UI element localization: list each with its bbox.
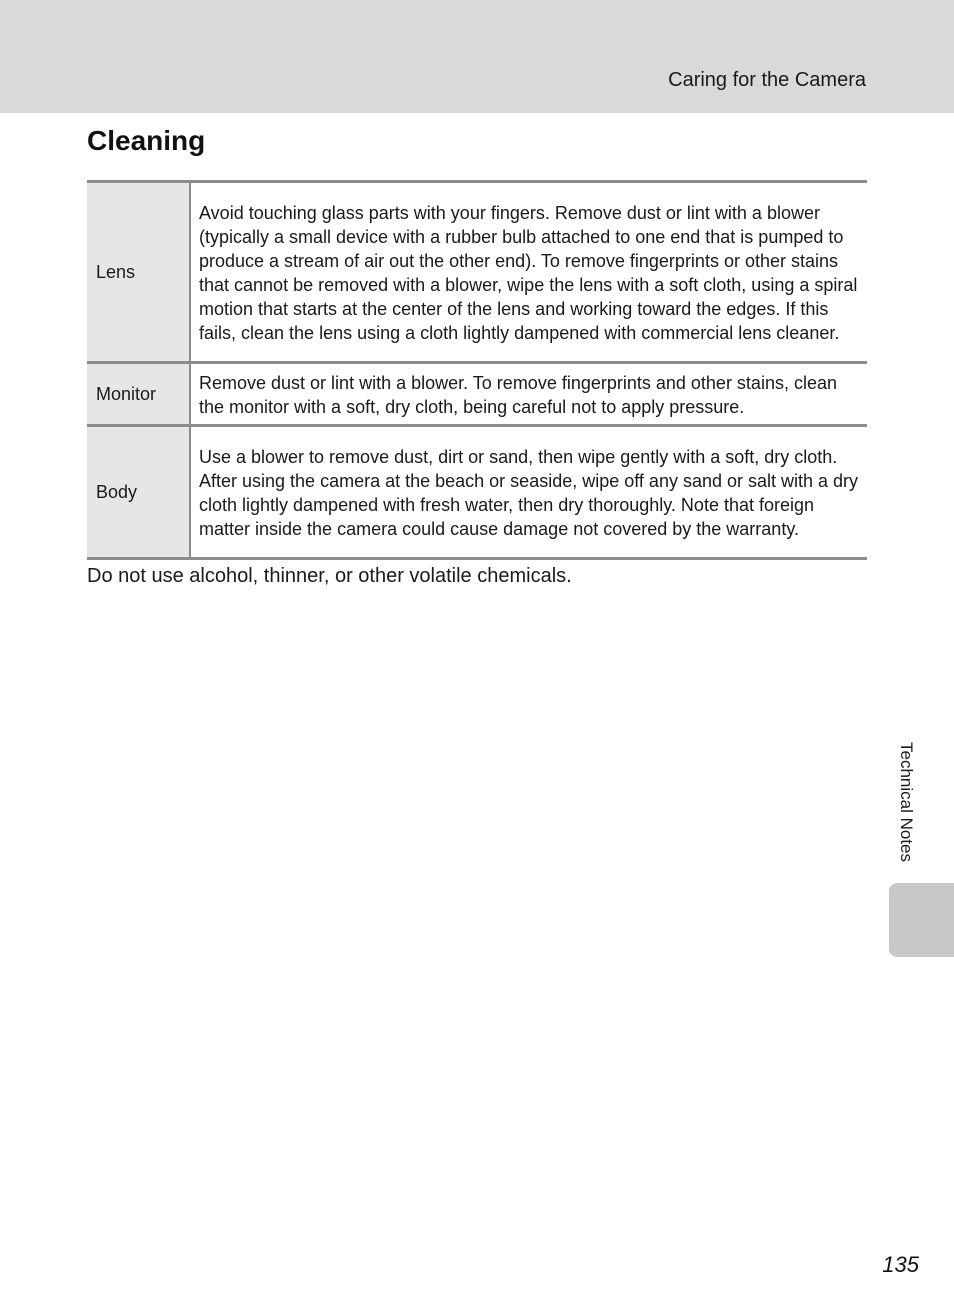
item-label-monitor: Monitor bbox=[87, 363, 190, 426]
section-header: Caring for the Camera bbox=[668, 69, 866, 91]
side-tab-label: Technical Notes bbox=[897, 741, 916, 863]
item-label-lens: Lens bbox=[87, 182, 190, 363]
item-description-lens: Avoid touching glass parts with your fingers. Remove dust or lint with a blower (typically a small device with a rubber bulb attached to one end that is pumped to produce a stream of air out the other end). To remove fingerprints or other stains that cannot be removed with a blower, wipe the lens with a soft cloth, using a spiral motion that starts at the center of the lens and working toward the edges. If this fails, clean the lens using a cloth lightly dampened with commercial lens cleaner. bbox=[199, 203, 858, 343]
item-label-body: Body bbox=[87, 426, 190, 559]
item-description-body: Use a blower to remove dust, dirt or sand, then wipe gently with a soft, dry cloth. After using the camera at the beach or seaside, wipe off any sand or salt with a dry cloth lightly dampened with fresh water, then dry thoroughly. Note that foreign matter inside the camera could cause damage not covered by the warranty. bbox=[199, 447, 859, 539]
table-row-monitor bbox=[87, 363, 867, 426]
table-row-lens bbox=[87, 182, 867, 363]
cleaning-table bbox=[87, 180, 867, 560]
side-tab-marker bbox=[889, 883, 954, 957]
page-number: 135 bbox=[882, 1252, 919, 1277]
cleaning-note: Do not use alcohol, thinner, or other volatile chemicals. bbox=[87, 565, 572, 587]
item-description-monitor: Remove dust or lint with a blower. To remove fingerprints and other stains, clean the monitor with a soft, dry cloth, being careful not to apply pressure. bbox=[199, 373, 837, 417]
header-band bbox=[0, 0, 954, 113]
table-row-body bbox=[87, 426, 867, 559]
page-title: Cleaning bbox=[87, 125, 206, 156]
